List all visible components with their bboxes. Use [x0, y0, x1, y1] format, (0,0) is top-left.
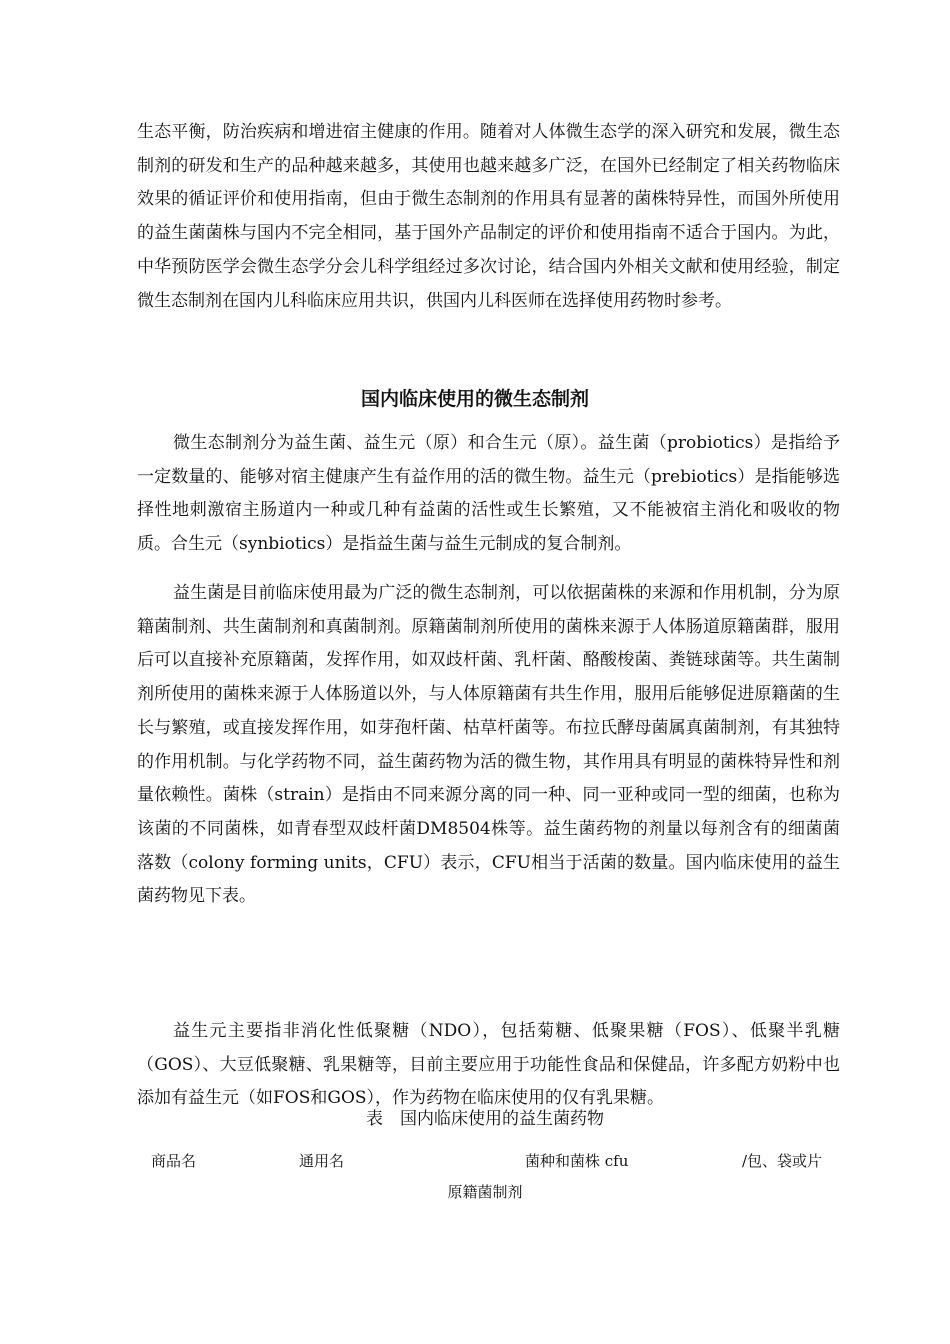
paragraph-definitions: 微生态制剂分为益生菌、益生元（原）和合生元（原）。益生菌（probiotics）是指给予一定数量的、能够对宿主健康产生有益作用的活的微生物。益生元（prebiotics）是指能够选择性地刺激宿主肠道内一种或几种有益菌的活性或生长繁殖，又不能被宿主消化和吸收的物质。合生元（synbiotics）是指益生菌与益生元制成的复合制剂。: [137, 433, 840, 555]
header-trade-name: 商品名: [151, 1152, 197, 1170]
paragraph-probiotics: 益生菌是目前临床使用最为广泛的微生态制剂，可以依据菌株的来源和作用机制，分为原籍菌制剂、共生菌制剂和真菌制剂。原籍菌制剂所使用的菌株来源于人体肠道原籍菌群，服用后可以直接补充原籍菌，发挥作用，如双歧杆菌、乳杆菌、酪酸梭菌、粪链球菌等。共生菌制剂所使用的菌株来源于人体肠道以外，与人体原籍菌有共生作用，服用后能够促进原籍菌的生长与繁殖，或直接发挥作用，如芽孢杆菌、枯草杆菌等。布拉氏酵母菌属真菌制剂，有其独特的作用机制。与化学药物不同，益生菌药物为活的微生物，其作用具有明显的菌株特异性和剂量依赖性。菌株（strain）是指由不同来源分离的同一种、同一亚种或同一型的细菌，也称为该菌的不同菌株，如青春型双歧杆菌DM8504株等。益生菌药物的剂量以每剂含有的细菌菌落数（colony forming units，CFU）表示，CFU相当于活菌的数量。国内临床使用的益生菌药物见下表。: [137, 583, 840, 907]
header-generic-name: 通用名: [299, 1152, 345, 1170]
section-heading: 国内临床使用的微生态制剂: [360, 388, 589, 410]
table-caption: 表 国内临床使用的益生菌药物: [366, 1109, 604, 1129]
header-strain-cfu: 菌种和菌株 cfu: [525, 1152, 629, 1170]
intro-paragraph: 生态平衡，防治疾病和增进宿主健康的作用。随着对人体微生态学的深入研究和发展，微生态制剂的研发和生产的品种越来越多，其使用也越来越多广泛，在国外已经制定了相关药物临床效果的循证评价和使用指南，但由于微生态制剂的作用具有显著的菌株特异性，而国外所使用的益生菌菌株与国内不完全相同，基于国外产品制定的评价和使用指南不适合于国内。为此，中华预防医学会微生态学分会儿科学组经过多次讨论，结合国内外相关文献和使用经验，制定微生态制剂在国内儿科临床应用共识，供国内儿科医师在选择使用药物时参考。: [137, 122, 840, 311]
header-per-unit: /包、袋或片: [742, 1152, 823, 1170]
paragraph-prebiotics: 益生元主要指非消化性低聚糖（NDO），包括菊糖、低聚果糖（FOS）、低聚半乳糖（GOS）、大豆低聚糖、乳果糖等，目前主要应用于功能性食品和保健品，许多配方奶粉中也添加有益生元（如FOS和GOS），作为药物在临床使用的仅有乳果糖。: [137, 1021, 840, 1109]
table-group-label: 原籍菌制剂: [447, 1183, 523, 1201]
